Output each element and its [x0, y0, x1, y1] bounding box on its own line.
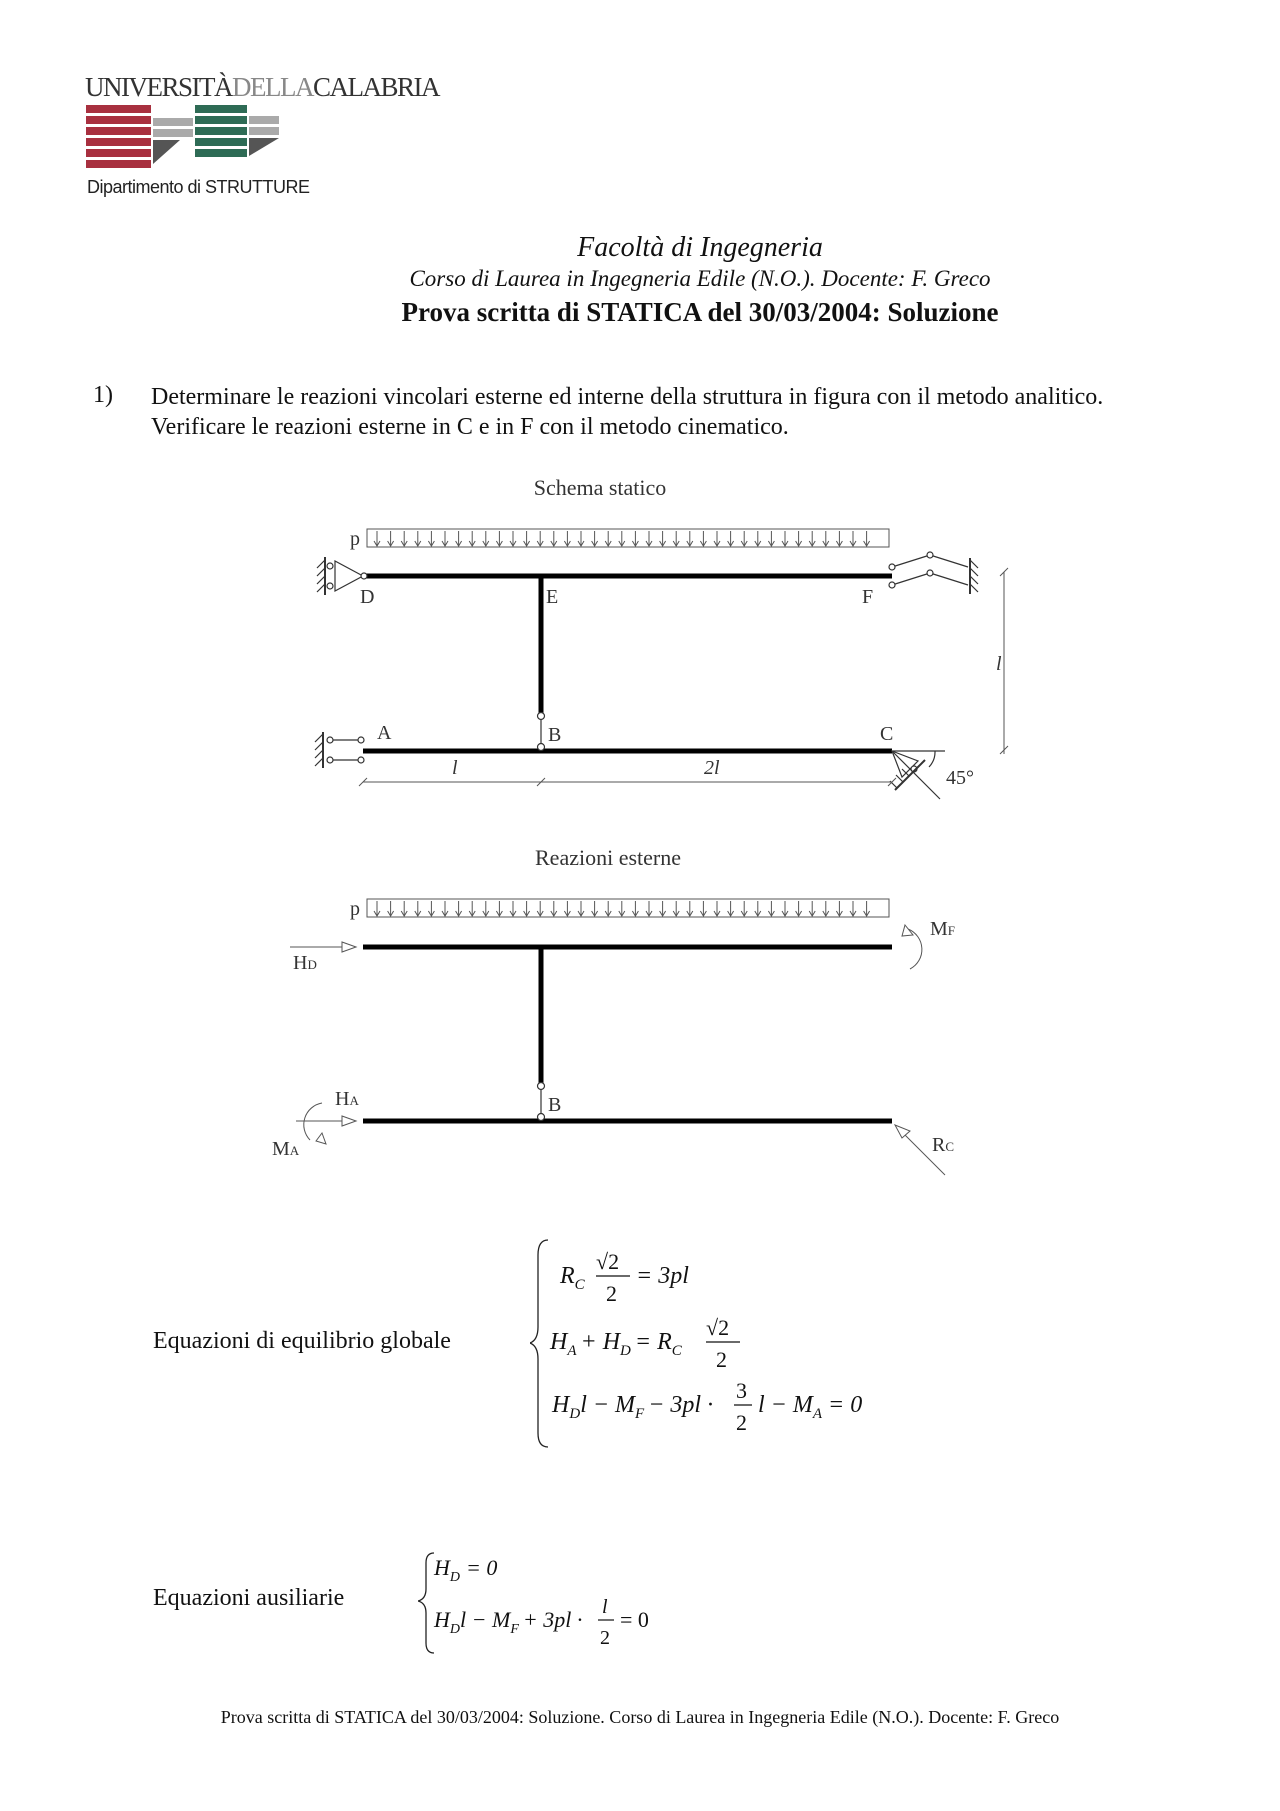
- svg-text:3: 3: [736, 1378, 747, 1403]
- figure2-title: Reazioni esterne: [535, 845, 681, 870]
- svg-text:l − MA= 0: $l - M_A = 0$: [758, 1392, 863, 1422]
- svg-text:√2: √2: [596, 1249, 620, 1274]
- global-equations-label: Equazioni di equilibrio globale: [153, 1328, 451, 1354]
- label-E: E: [546, 586, 559, 608]
- brace-global: [530, 1240, 548, 1447]
- page-footer: Prova scritta di STATICA del 30/03/2004: Soluzione. Corso di Laurea in Ingegneria Edile (N.O.). Docente: F. Greco: [220, 1707, 1060, 1727]
- distributed-load-2: [367, 899, 889, 917]
- auxiliary-eq-1: [433, 1555, 497, 1585]
- logo-gray-bars: [153, 118, 193, 164]
- reaction-HD-arrow: [290, 942, 356, 952]
- svg-text:= 0: = 0: [620, 1607, 649, 1632]
- logo-red-bars: [86, 105, 151, 168]
- brace-auxiliary: [418, 1553, 434, 1653]
- support-C: [890, 751, 945, 799]
- svg-text:2: 2: [606, 1281, 617, 1306]
- dimension-height-l: l: [996, 653, 1002, 675]
- exam-title: Prova scritta di STATICA del 30/03/2004: Soluzione: [401, 297, 999, 327]
- label-B-2: B: [548, 1094, 562, 1116]
- internal-link-B-2: [538, 1083, 545, 1121]
- auxiliary-eq-2: [433, 1596, 649, 1649]
- logo-green-bars: [195, 105, 279, 157]
- question-number: 1): [93, 382, 113, 408]
- university-logo: [85, 104, 285, 172]
- label-F: F: [862, 586, 874, 608]
- support-F: [889, 552, 978, 594]
- label-B: B: [548, 724, 562, 746]
- faculty-title: Facoltà di Ingegneria: [577, 232, 823, 263]
- angle-label: 45°: [946, 767, 974, 789]
- auxiliary-equations-label: Equazioni ausiliarie: [153, 1585, 345, 1611]
- label-MF: MF: [930, 918, 956, 940]
- load-label-p: p: [350, 528, 360, 550]
- svg-text:= 3pl: = 3pl: [636, 1263, 689, 1289]
- auxiliary-equations: [418, 1545, 718, 1660]
- svg-text:2: 2: [600, 1627, 610, 1649]
- question-line-2: Verificare le reazioni esterne in C e in F con il metodo cinematico.: [151, 414, 789, 440]
- department-name: Dipartimento di STRUTTURE: [87, 177, 310, 197]
- label-D: D: [360, 586, 375, 608]
- distributed-load: [367, 529, 889, 547]
- label-RC: RC: [932, 1134, 955, 1156]
- reaction-MF-arrow: [902, 925, 922, 969]
- svg-text:HDl − MF− 3pl ·: $H_Dl - M_F - 3pl$ ·: [552, 1392, 714, 1422]
- global-eq-2: [549, 1315, 740, 1372]
- svg-text:HA+ HD= RC: $H_A + H_D = R_C$: [550, 1329, 682, 1359]
- internal-link-B: [538, 713, 545, 751]
- label-HA: HA: [335, 1088, 359, 1110]
- label-A: A: [377, 722, 392, 744]
- label-MA: MA: [272, 1138, 300, 1160]
- support-A: [315, 732, 364, 768]
- svg-text:RC: $R_C$: [560, 1263, 585, 1293]
- svg-text:l: l: [602, 1596, 608, 1618]
- svg-text:2: 2: [736, 1410, 747, 1435]
- figure-external-reactions: [0, 835, 1280, 1180]
- svg-text:HD= 0: $H_D = 0$: [434, 1555, 498, 1585]
- global-eq-1: [559, 1249, 689, 1306]
- dimension-horizontal: [359, 778, 896, 786]
- dimension-2l: 2l: [704, 757, 720, 779]
- university-name: UNIVERSITÀDELLACALABRIA: [85, 72, 439, 102]
- global-eq-3: [551, 1378, 862, 1435]
- reaction-MA-arrow: [304, 1103, 326, 1144]
- course-info: Corso di Laurea in Ingegneria Edile (N.O.). Docente: F. Greco: [409, 266, 991, 291]
- global-equations: [530, 1235, 930, 1455]
- load-label-p-2: p: [350, 898, 360, 920]
- svg-text:HDl − MF+ 3pl ·: $H_Dl - M_F + 3pl$ ·: [434, 1607, 583, 1637]
- question-line-1: Determinare le reazioni vincolari esterne ed interne della struttura in figura con il metodo analitico.: [151, 384, 1104, 410]
- question-text: [151, 382, 1231, 442]
- svg-text:2: 2: [716, 1347, 727, 1372]
- figure1-title: Schema statico: [533, 475, 667, 500]
- svg-text:√2: √2: [706, 1315, 730, 1340]
- dimension-l: l: [452, 757, 458, 779]
- figure-static-scheme: [0, 460, 1280, 820]
- label-C: C: [880, 723, 894, 745]
- label-HD: HD: [293, 952, 317, 974]
